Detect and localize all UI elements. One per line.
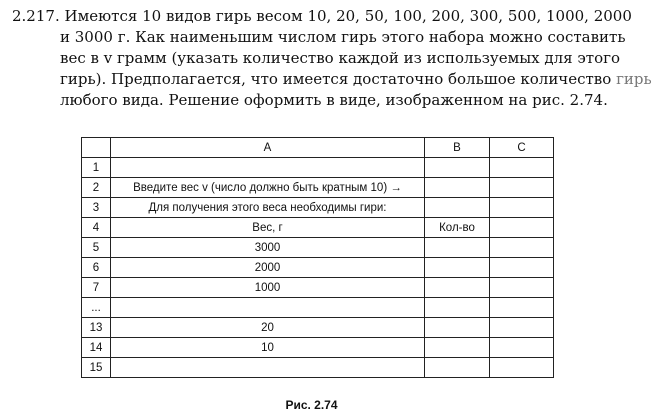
problem-number: 2.217. [12,7,60,25]
cell-c-ellipsis [490,298,554,318]
cell-b2 [425,178,490,198]
problem-line-1 [12,6,632,27]
cell-c1 [490,158,554,178]
cell-b3 [425,198,490,218]
cell-b6 [425,258,490,278]
figure-caption: Рис. 2.74 [285,398,338,412]
sheet-row-15 [82,358,554,378]
row-number: 7 [82,278,111,298]
corner-cell [82,138,111,158]
cell-a1 [111,158,425,178]
row-number: ... [82,298,111,318]
problem-line-2: и 3000 г. Как наименьшим числом гирь этого набора можно составить [60,28,626,46]
row-number: 6 [82,258,111,278]
problem-line-1-text: Имеются 10 видов гирь весом 10, 20, 50, 100, 200, 300, 500, 1000, 2000 [64,7,632,25]
cell-a14: 10 [111,338,425,358]
cell-c5 [490,238,554,258]
sheet-row-14 [82,338,554,358]
row-number: 15 [82,358,111,378]
sheet-row-1 [82,158,554,178]
cell-b14 [425,338,490,358]
cell-b4: Кол-во [425,218,490,238]
row-number: 2 [82,178,111,198]
sheet-row-7 [82,278,554,298]
column-header-row [82,138,554,158]
cell-c7 [490,278,554,298]
column-header-b: B [425,138,490,158]
spreadsheet-figure [81,137,554,378]
cell-a-ellipsis [111,298,425,318]
row-number: 5 [82,238,111,258]
cell-c2 [490,178,554,198]
sheet-row-2 [82,178,554,198]
cell-b-ellipsis [425,298,490,318]
cell-c13 [490,318,554,338]
row-number: 13 [82,318,111,338]
row-number: 1 [82,158,111,178]
cell-c14 [490,338,554,358]
problem-text [12,6,652,111]
cell-c4 [490,218,554,238]
problem-line-4-gray-word: гирь [616,70,652,88]
cell-c15 [490,358,554,378]
row-number: 14 [82,338,111,358]
row-number: 3 [82,198,111,218]
cell-c3 [490,198,554,218]
cell-a15 [111,358,425,378]
cell-a2: Введите вес v (число должно быть кратным 10) → [111,178,425,198]
row-number: 4 [82,218,111,238]
cell-a6: 2000 [111,258,425,278]
sheet-row-4 [82,218,554,238]
cell-c6 [490,258,554,278]
column-header-c: C [490,138,554,158]
cell-a5: 3000 [111,238,425,258]
problem-line-4-text: гирь). Предполагается, что имеется достаточно большое количество [60,70,617,88]
problem-line-4 [12,69,652,90]
problem-line-3: вес в v грамм (указать количество каждой из используемых для этого [60,49,621,67]
sheet-row-6 [82,258,554,278]
cell-b15 [425,358,490,378]
cell-b13 [425,318,490,338]
cell-a13: 20 [111,318,425,338]
sheet-row-ellipsis [82,298,554,318]
cell-a3: Для получения этого веса необходимы гири: [111,198,425,218]
sheet-row-13 [82,318,554,338]
column-header-a: A [111,138,425,158]
cell-b5 [425,238,490,258]
cell-b1 [425,158,490,178]
cell-a4: Вес, г [111,218,425,238]
sheet-row-5 [82,238,554,258]
problem-line-5: любого вида. Решение оформить в виде, изображенном на рис. 2.74. [60,91,608,109]
cell-a7: 1000 [111,278,425,298]
cell-b7 [425,278,490,298]
sheet-row-3 [82,198,554,218]
